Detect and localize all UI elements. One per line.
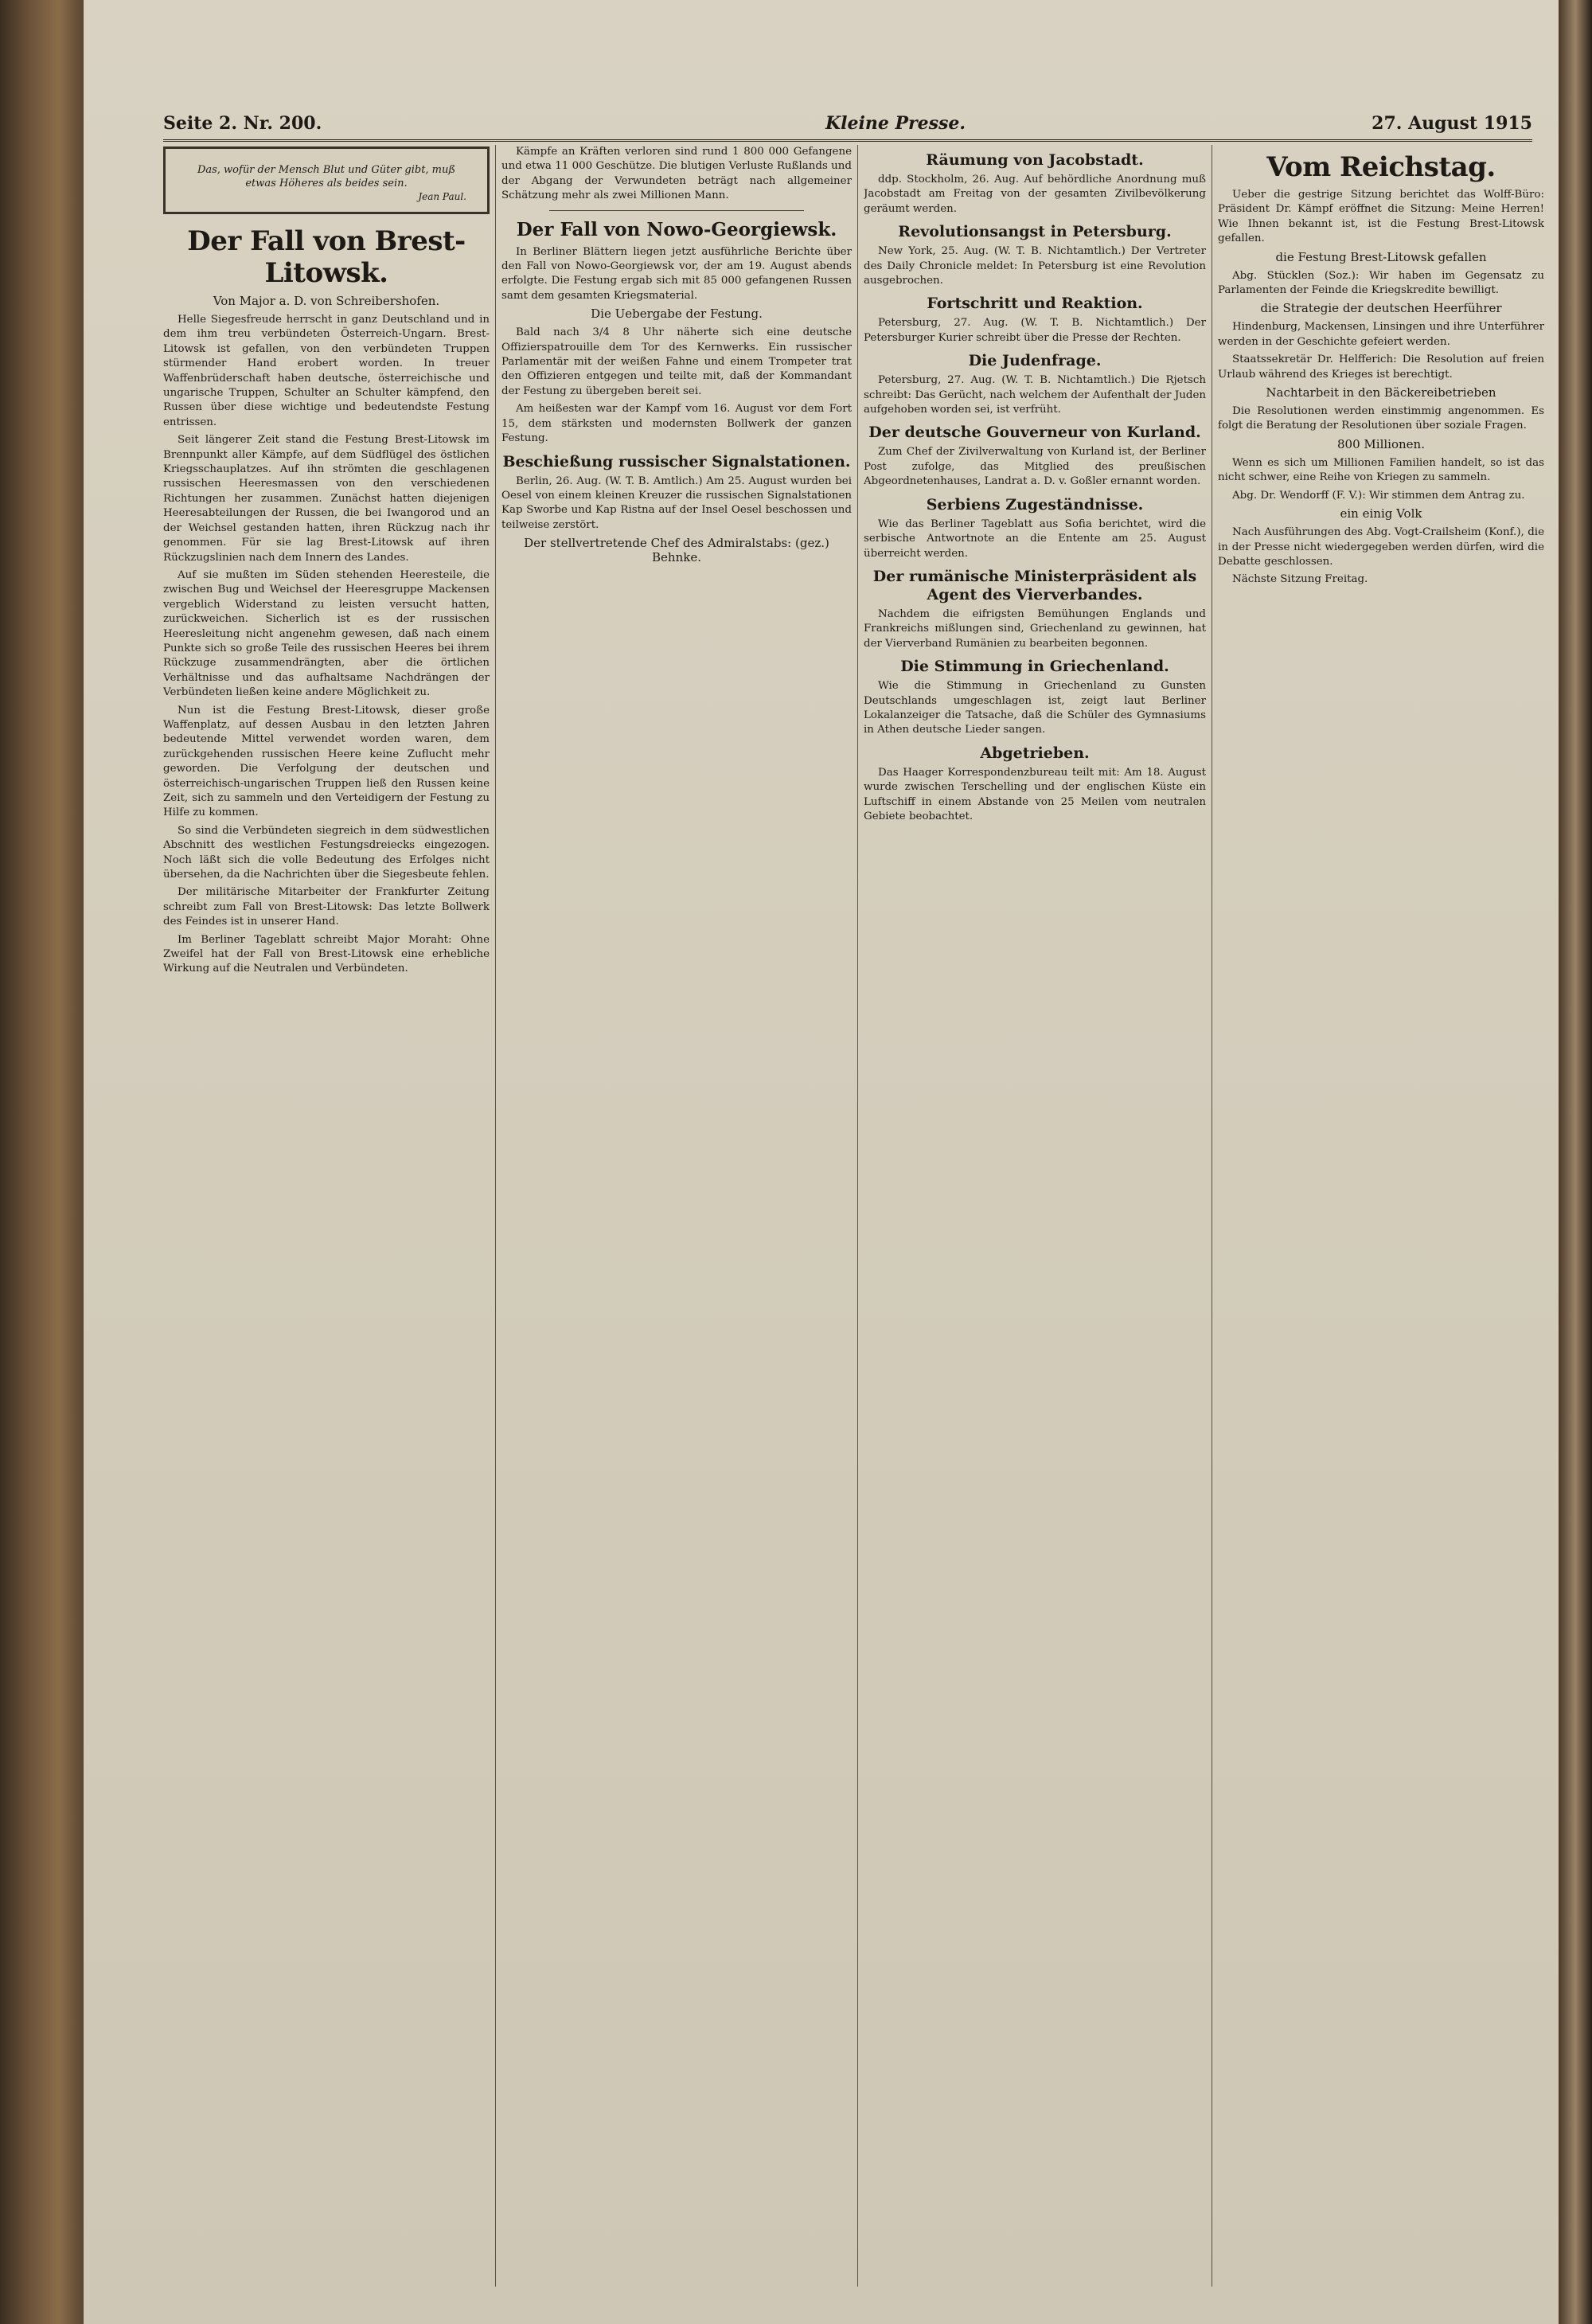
motto-text: Das, wofür der Mensch Blut und Güter gibt, muß etwas Höheres als beides sein. [197,164,456,189]
article-title: Räumung von Jacobstadt. [926,151,1144,169]
column-rule [857,145,858,2287]
article-paragraph: So sind die Verbündeten siegreich in dem südwestlichen Abschnitt des westlichen Festungsdreiecks eingezogen. Noch läßt sich die volle Bedeutung des Erfolges nicht übersehen, da die Nachrichten über die Siegesbeute fehlen. [163,824,490,881]
article-paragraph: Nach Ausführungen des Abg. Vogt-Crailsheim (Konf.), die in der Presse nicht wiedergegeben werden dürfen, wird die Debatte geschlossen. [1218,526,1544,568]
article-paragraph: Am heißesten war der Kampf vom 16. August vor dem Fort 15, dem stärksten und modernsten Bollwerk der ganzen Festung. [501,403,852,445]
column-2 [501,145,852,2287]
column-4 [1218,145,1544,2287]
column-rule [495,145,496,2287]
article-paragraph: Das Haager Korrespondenzbureau teilt mit: Am 18. August wurde zwischen Terschelling und der englischen Küste ein Luftschiff in einem Abstande von 25 Meilen vom neutralen Gebiete beobachtet. [864,766,1206,822]
section-subheading: die Strategie der deutschen Heerführer [1260,301,1502,316]
column-1 [163,145,490,2287]
article-title: Die Stimmung in Griechenland. [900,658,1169,676]
article-paragraph: Abg. Stücklen (Soz.): Wir haben im Gegensatz zu Parlamenten der Feinde die Kriegskredite bewilligt. [1218,269,1544,297]
motto-box [163,146,490,214]
book-binding-left [0,0,84,2324]
article-paragraph: Wie die Stimmung in Griechenland zu Gunsten Deutschlands umgeschlagen ist, zeigt laut Berliner Lokalanzeiger die Tatsache, daß die Schüler des Gymnasiums in Athen deutsche Lieder sangen. [864,680,1206,736]
article-paragraph: Seit längerer Zeit stand die Festung Brest-Litowsk im Brennpunkt aller Kämpfe, auf dem Südflügel des östlichen Kriegsschauplatzes. Auf ihn strömten die geschlagenen russischen Heeresmassen von den verschiedenen Richtungen her zusammen. Zunächst hatten diejenigen Heeresabteilungen der Russen, die bei Iwangorod und an der Weichsel gestanden hatten, ihren Rückzug nach ihr genommen. Für sie lag Brest-Litowsk auf ihren Rückzugslinien nach dem Innern des Landes. [163,434,490,564]
page-header [163,113,1532,137]
article-title: Vom Reichstag. [1266,151,1496,183]
article-paragraph: Berlin, 26. Aug. (W. T. B. Amtlich.) Am 25. August wurden bei Oesel von einem kleinen Kreuzer die russischen Signalstationen Kap Sworbe und Kap Ristna auf der Insel Oesel beschossen und teilweise zerstört. [501,475,852,531]
section-subheading: die Festung Brest-Litowsk gefallen [1275,249,1487,264]
article-paragraph: Petersburg, 27. Aug. (W. T. B. Nichtamtlich.) Die Rjetsch schreibt: Das Gerücht, nach welchem der Aufenthalt der Juden aufgehoben worden sei, ist verfrüht. [864,374,1206,416]
page-number: Seite 2. Nr. 200. [163,113,322,134]
section-subheading: Die Uebergabe der Festung. [591,307,763,322]
section-subheading: 800 Millionen. [1337,436,1425,451]
article-paragraph: ddp. Stockholm, 26. Aug. Auf behördliche Anordnung muß Jacobstadt am Freitag von der gesamten Zivilbevölkerung geräumt werden. [864,174,1206,215]
article-paragraph: Der militärische Mitarbeiter der Frankfurter Zeitung schreibt zum Fall von Brest-Litowsk: Das letzte Bollwerk des Feindes ist in unserer Hand. [163,886,490,928]
article-paragraph: Die Resolutionen werden einstimmig angenommen. Es folgt die Beratung der Resolutionen über soziale Fragen. [1218,405,1544,432]
article-paragraph: In Berliner Blättern liegen jetzt ausführliche Berichte über den Fall von Nowo-Georgiewsk vor, der am 19. August abends erfolgte. Die Festung ergab sich mit 85 000 gefangenen Russen samt dem gesamten Kriegsmaterial. [501,245,852,302]
article-paragraph: Petersburg, 27. Aug. (W. T. B. Nichtamtlich.) Der Petersburger Kurier schreibt über die Presse der Rechten. [864,317,1206,344]
newspaper-page [84,0,1559,2324]
article-paragraph: Staatssekretär Dr. Helfferich: Die Resolution auf freien Urlaub während des Krieges ist berechtigt. [1218,353,1544,381]
article-paragraph: Bald nach 3/4 8 Uhr näherte sich eine deutsche Offizierspatrouille dem Tor des Kernwerks. Ein russischer Parlamentär mit der weißen Fahne und einem Trompeter trat den Offizieren entgegen und teilte mit, daß der Kommandant der Festung zu übergeben bereit sei. [501,326,852,397]
section-divider [549,210,804,211]
signature: Der stellvertretende Chef des Admiralstabs: (gez.) Behnke. [524,536,829,565]
masthead: Kleine Presse. [825,113,966,134]
article-title: Der Fall von Nowo-Georgiewsk. [516,218,837,240]
article-title: Der rumänische Ministerpräsident als Agent des Vierverbandes. [872,567,1197,603]
article-paragraph: Wenn es sich um Millionen Familien handelt, so ist das nicht schwer, eine Reihe von Kriegen zu sammeln. [1218,456,1544,484]
article-title: Beschießung russischer Signalstationen. [502,452,851,471]
section-subheading: ein einig Volk [1340,506,1422,521]
article-paragraph: Nachdem die eifrigsten Bemühungen Englands und Frankreichs mißlungen sind, Griechenland zu gewinnen, hat der Vierverband Rumänien zu bearbeiten begonnen. [864,607,1206,650]
article-paragraph: Wie das Berliner Tageblatt aus Sofia berichtet, wird die serbische Antwortnote an die Entente am 25. August überreicht werden. [864,518,1206,560]
article-paragraph: Ueber die gestrige Sitzung berichtet das Wolff-Büro: Präsident Dr. Kämpf eröffnet die Sitzung: Meine Herren! Wie Ihnen bekannt ist, ist die Festung Brest-Litowsk gefallen. [1218,189,1544,245]
article-title: Der Fall von Brest-Litowsk. [187,225,466,289]
article-title: Fortschritt und Reaktion. [927,295,1143,313]
section-subheading: Nachtarbeit in den Bäckereibetrieben [1266,385,1496,400]
article-paragraph: Nun ist die Festung Brest-Litowsk, dieser große Waffenplatz, auf dessen Ausbau in den letzten Jahren bedeutende Mittel verwendet worden waren, dem zurückgehenden russischen Heere keine Zuflucht mehr geworden. Die Verfolgung der deutschen und österreichisch-ungarischen Truppen ließ den Russen keine Zeit, sich zu sammeln und den Verteidigern der Festung zu Hilfe zu kommen. [163,704,490,819]
article-byline: Von Major a. D. von Schreibershofen. [213,294,440,308]
article-paragraph: Kämpfe an Kräften verloren sind rund 1 800 000 Gefangene und etwa 11 000 Geschütze. Die blutigen Verluste Rußlands und der Abgang der Verwundeten beträgt nach allgemeiner Schätzung mehr als zwei Millionen Mann. [501,146,852,202]
article-title: Der deutsche Gouverneur von Kurland. [868,424,1201,442]
article-title: Revolutionsangst in Petersburg. [898,223,1172,241]
motto-author: Jean Paul. [418,191,466,202]
article-title: Serbiens Zugeständnisse. [926,495,1144,514]
article-paragraph: New York, 25. Aug. (W. T. B. Nichtamtlich.) Der Vertreter des Daily Chronicle meldet: In Petersburg ist eine Revolution ausgebrochen. [864,245,1206,287]
article-paragraph: Im Berliner Tageblatt schreibt Major Moraht: Ohne Zweifel hat der Fall von Brest-Litowsk eine erhebliche Wirkung auf die Neutralen und Verbündeten. [163,933,490,975]
article-paragraph: Helle Siegesfreude herrscht in ganz Deutschland und in dem ihm treu verbündeten Österreich-Ungarn. Brest-Litowsk ist gefallen, von den verbündeten Truppen stürmender Hand erobert worden. In treuer Waffenbrüderschaft haben deutsche, österreichische und ungarische Truppen, Schulter an Schulter kämpfend, den Russen über diese wichtige und bedeutendste Festung entrissen. [163,314,490,428]
header-rule [163,139,1532,142]
article-paragraph: Zum Chef der Zivilverwaltung von Kurland ist, der Berliner Post zufolge, das Mitglied des preußischen Abgeordnetenhauses, Landrat a. D. v. Goßler ernannt worden. [864,446,1206,488]
article-title: Abgetrieben. [980,744,1090,762]
book-binding-right [1559,0,1592,2324]
column-3 [864,145,1206,2287]
issue-date: 27. August 1915 [1372,113,1532,134]
article-paragraph: Hindenburg, Mackensen, Linsingen und ihre Unterführer werden in der Geschichte gefeiert werden. [1218,321,1544,348]
article-paragraph: Nächste Sitzung Freitag. [1232,573,1368,586]
article-title: Die Judenfrage. [968,352,1102,370]
article-paragraph: Abg. Dr. Wendorff (F. V.): Wir stimmen dem Antrag zu. [1232,489,1525,502]
article-paragraph: Auf sie mußten im Süden stehenden Heeresteile, die zwischen Bug und Weichsel der Heeresgruppe Mackensen vergeblich Widerstand zu leisten versucht hatten, zurückweichen. Sicherlich ist es der russischen Heeresleitung nicht angenehm gewesen, daß nach einem Punkte sich so große Teile des russischen Heeres bei ihrem Rückzuge zusammendrängten, aber die örtlichen Verhältnisse und das aufhaltsame Nachdrängen der Verbündeten ließen keine andere Möglichkeit zu. [163,568,490,699]
